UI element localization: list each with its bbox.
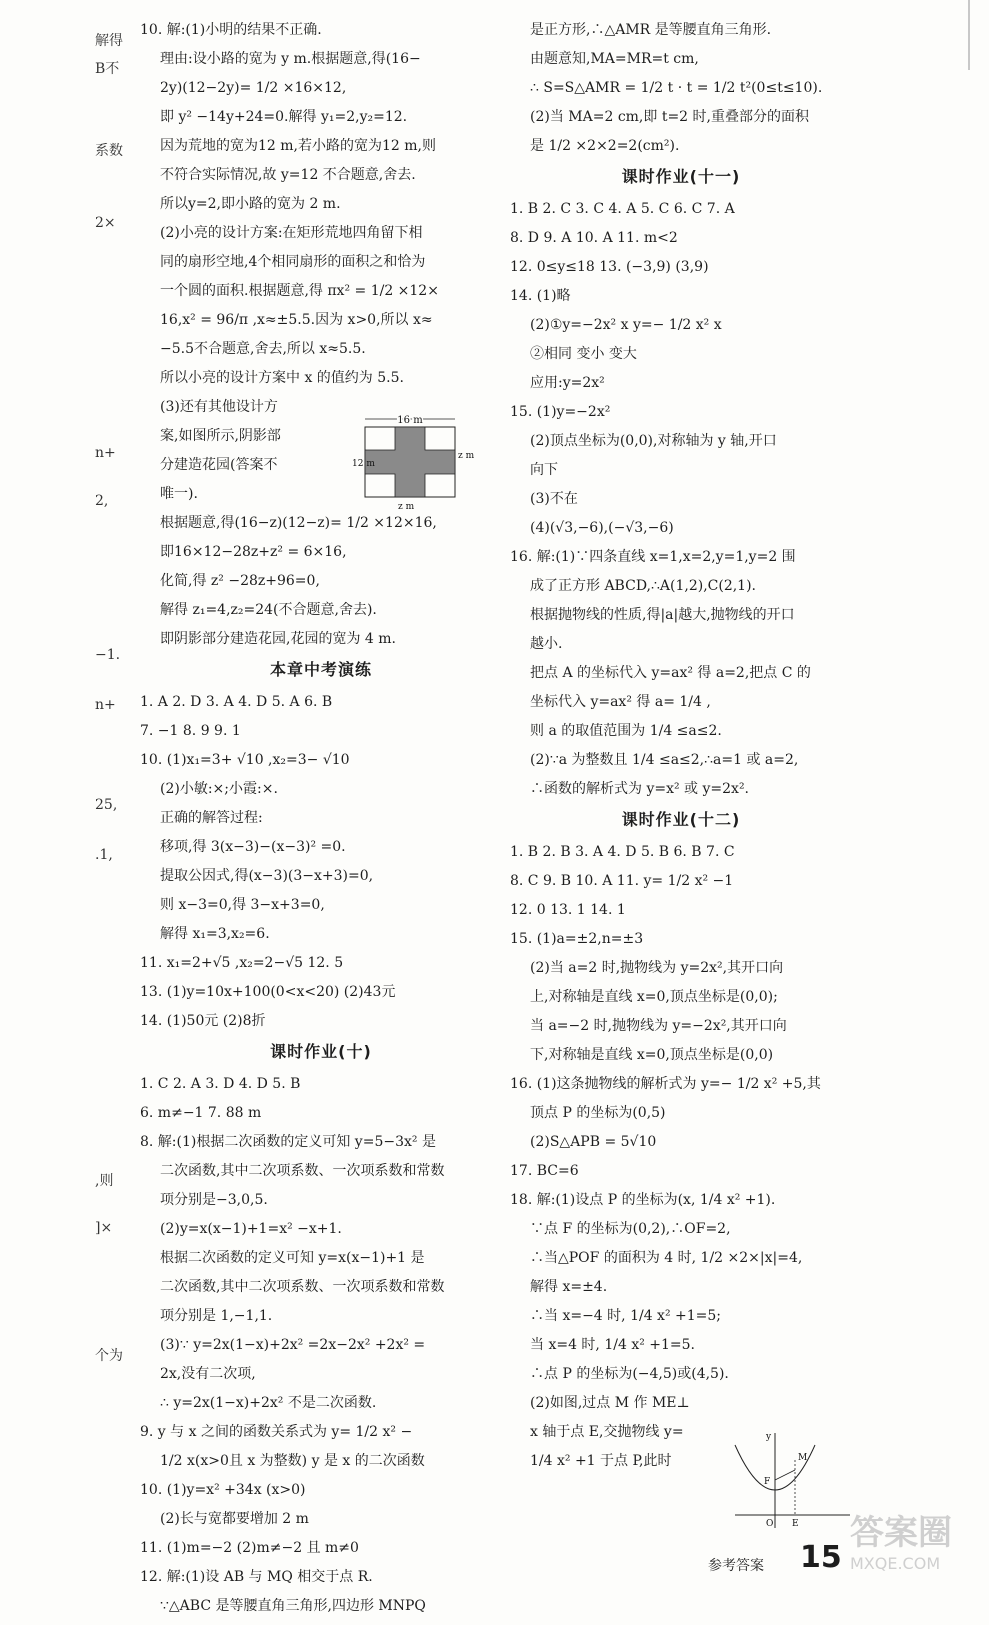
answer-line: 12. 0≤y≤18 13. (−3,9) (3,9) [510, 259, 709, 275]
section-heading: 课时作业(十) [270, 1042, 372, 1061]
footer-label: 参考答案 [708, 1558, 764, 1574]
answer-line: ∵点 F 的坐标为(0,2),∴OF=2, [530, 1221, 731, 1237]
margin-fragment: n+ [95, 697, 116, 713]
answer-line: 2y)(12−2y)= 1/2 ×16×12, [160, 80, 347, 96]
y-axis-label: y [766, 1432, 772, 1442]
margin-fragment: 个为 [95, 1348, 123, 1364]
answer-line: 2x,没有二次项, [160, 1366, 256, 1382]
answer-line: 坐标代入 y=ax² 得 a= 1/4 , [530, 694, 711, 710]
answer-line: 1. A 2. D 3. A 4. D 5. A 6. B [140, 694, 333, 710]
answer-line: 上,对称轴是直线 x=0,顶点坐标是(0,0); [530, 989, 778, 1005]
margin-fragment: 2× [95, 215, 116, 231]
answer-line: 18. 解:(1)设点 P 的坐标为(x, 1/4 x² +1). [510, 1192, 776, 1208]
cross-shaded-garden [365, 427, 455, 497]
left-dimension-label: 12 m [352, 459, 375, 469]
right-answer-column [510, 20, 852, 1480]
answer-line: 即阴影部分建造花园,花园的宽为 4 m. [160, 631, 396, 647]
answer-line: 把点 A 的坐标代入 y=ax² 得 a=2,把点 C 的 [530, 665, 811, 681]
answer-line: 则 a 的取值范围为 1/4 ≤a≤2. [530, 723, 722, 739]
answer-line: 所以y=2,即小路的宽为 2 m. [160, 196, 341, 212]
answer-line: (2)如图,过点 M 作 ME⊥ [530, 1395, 690, 1411]
answer-line: 应用:y=2x² [530, 375, 605, 391]
answer-line: 16. 解:(1)∵四条直线 x=1,x=2,y=1,y=2 围 [510, 549, 796, 565]
answer-line: 成了正方形 ABCD,∴A(1,2),C(2,1). [530, 578, 757, 594]
answer-line: 则 x−3=0,得 3−x+3=0, [160, 897, 325, 913]
answer-line: ∴ S=S△AMR = 1/2 t · t = 1/2 t²(0≤t≤10). [530, 80, 823, 96]
answer-line: 15. (1)a=±2,n=±3 [510, 931, 644, 947]
answer-line: 项分别是 1,−1,1. [160, 1308, 273, 1324]
answer-line: 10. (1)x₁=3+ √10 ,x₂=3− √10 [140, 752, 350, 768]
segment-fp [775, 1470, 795, 1480]
point-e-label: E [792, 1519, 799, 1529]
answer-line: ∴函数的解析式为 y=x² 或 y=2x². [530, 781, 750, 797]
margin-fragment: ]× [95, 1220, 113, 1236]
answer-line: 当 a=−2 时,抛物线为 y=−2x²,其开口向 [530, 1018, 787, 1034]
answer-line: 下,对称轴是直线 x=0,顶点坐标是(0,0) [530, 1047, 774, 1063]
margin-fragment: 25, [95, 797, 118, 813]
answer-line: 1. C 2. A 3. D 4. D 5. B [140, 1076, 301, 1092]
page-number: 15 [800, 1540, 842, 1575]
answer-line: ∵△ABC 是等腰直角三角形,四边形 MNPQ [160, 1598, 426, 1614]
answer-line: 14. (1)略 [510, 288, 571, 304]
answer-line: 是正方形,∴△AMR 是等腰直角三角形. [530, 22, 772, 38]
answer-line: 理由:设小路的宽为 y m.根据题意,得(16− [160, 51, 421, 67]
margin-fragment: 2, [95, 493, 109, 509]
margin-fragment: −1. [95, 647, 121, 663]
section-heading: 本章中考演练 [269, 660, 372, 679]
answer-line: (2)顶点坐标为(0,0),对称轴为 y 轴,开口 [530, 433, 777, 449]
answer-line: (2)小敏:×;小霞:×. [160, 781, 278, 797]
margin-fragment: B不 [95, 61, 120, 77]
answer-line: 当 x=4 时, 1/4 x² +1=5. [530, 1337, 695, 1353]
answer-line: 同的扇形空地,4个相同扇形的面积之和恰为 [160, 254, 426, 270]
answer-line: (3)∵ y=2x(1−x)+2x² =2x−2x² +2x² = [160, 1337, 426, 1353]
answer-line: 二次函数,其中二次项系数、一次项系数和常数 [160, 1163, 445, 1179]
answer-line: (4)(√3,−6),(−√3,−6) [530, 520, 674, 536]
answer-line: 16. (1)这条抛物线的解析式为 y=− 1/2 x² +5,其 [510, 1076, 821, 1092]
answer-line: 解得 x=±4. [530, 1279, 608, 1295]
answer-line: 16,x² = 96/π ,x≈±5.5.因为 x>0,所以 x≈ [160, 312, 433, 328]
answer-line: 13. (1)y=10x+100(0<x<20) (2)43元 [140, 984, 396, 1000]
answer-line: 1/4 x² +1 于点 P,此时 [530, 1453, 672, 1469]
answer-line: 正确的解答过程: [160, 810, 263, 826]
answer-line: 15. (1)y=−2x² [510, 404, 611, 420]
answer-line: 10. 解:(1)小明的结果不正确. [140, 22, 322, 38]
answer-line: 即16×12−28z+z² = 6×16, [160, 544, 347, 560]
page-edge-line [968, 0, 970, 70]
left-answer-column [140, 20, 502, 1625]
watermark [850, 1505, 952, 1573]
answer-line: 分建造花园(答案不 [160, 457, 278, 473]
answer-line: 因为荒地的宽为12 m,若小路的宽为12 m,则 [160, 138, 436, 154]
answer-line: ∴ y=2x(1−x)+2x² 不是二次函数. [160, 1395, 377, 1411]
answer-line: 提取公因式,得(x−3)(3−x+3)=0, [160, 868, 374, 884]
answer-line: ②相同 变小 变大 [530, 346, 637, 362]
margin-fragment: n+ [95, 445, 116, 461]
answer-line: 一个圆的面积.根据题意,得 πx² = 1/2 ×12× [160, 283, 439, 299]
answer-line: (2)当 a=2 时,抛物线为 y=2x²,其开口向 [530, 960, 784, 976]
answer-line: 不符合实际情况,故 y=12 不合题意,舍去. [160, 167, 416, 183]
right-dimension-label: z m [458, 451, 475, 461]
answer-line: 1. B 2. C 3. C 4. A 5. C 6. C 7. A [510, 201, 735, 217]
answer-line: 解得 z₁=4,z₂=24(不合题意,舍去). [160, 602, 377, 618]
answer-line: 是 1/2 ×2×2=2(cm²). [530, 138, 680, 154]
answer-line: 解得 x₁=3,x₂=6. [160, 926, 270, 942]
answer-line: 14. (1)50元 (2)8折 [140, 1013, 266, 1029]
answer-line: 10. (1)y=x² +34x (x>0) [140, 1482, 306, 1498]
answer-line: 案,如图所示,阴影部 [160, 428, 281, 444]
answer-line: 11. (1)m=−2 (2)m≠−2 且 m≠0 [140, 1540, 359, 1556]
answer-line: 1. B 2. B 3. A 4. D 5. B 6. B 7. C [510, 844, 735, 860]
margin-fragment: 解得 [95, 33, 123, 49]
answer-line: 6. m≠−1 7. 88 m [140, 1105, 262, 1121]
top-dimension-label: 16 m [397, 415, 423, 426]
section-heading: 课时作业(十一) [621, 167, 741, 186]
answer-line: 根据抛物线的性质,得|a|越大,抛物线的开口 [530, 607, 795, 623]
answer-line: 越小. [530, 636, 563, 652]
answer-line: 1/2 x(x>0且 x 为整数) y 是 x 的二次函数 [160, 1453, 425, 1469]
answer-line: x 轴于点 E,交抛物线 y= [530, 1424, 684, 1440]
answer-line: 二次函数,其中二次项系数、一次项系数和常数 [160, 1279, 445, 1295]
answer-line: ∴点 P 的坐标为(−4,5)或(4,5). [530, 1366, 729, 1382]
answer-line: 根据二次函数的定义可知 y=x(x−1)+1 是 [160, 1250, 425, 1266]
answer-line: (2)y=x(x−1)+1=x² −x+1. [160, 1221, 342, 1237]
answer-line: 11. x₁=2+√5 ,x₂=2−√5 12. 5 [140, 955, 344, 971]
answer-line: 12. 解:(1)设 AB 与 MQ 相交于点 R. [140, 1569, 373, 1585]
left-margin-fragments [0, 0, 130, 1600]
margin-fragment: .1, [95, 847, 113, 863]
answer-line: 8. 解:(1)根据二次函数的定义可知 y=5−3x² 是 [140, 1134, 436, 1150]
answer-line: (2)①y=−2x² x y=− 1/2 x² x [530, 317, 722, 333]
answer-line: 17. BC=6 [510, 1163, 579, 1179]
parabola-figure [730, 1430, 855, 1530]
answer-line: ∴当 x=−4 时, 1/4 x² +1=5; [530, 1308, 721, 1324]
margin-fragment: ,则 [95, 1173, 114, 1189]
answer-line: 由题意知,MA=MR=t cm, [530, 51, 699, 67]
answer-line: (2)∵a 为整数且 1/4 ≤a≤2,∴a=1 或 a=2, [530, 752, 799, 768]
answer-line: 8. C 9. B 10. A 11. y= 1/2 x² −1 [510, 873, 734, 889]
point-f-label: F [764, 1477, 771, 1487]
answer-line: ∴当△POF 的面积为 4 时, 1/2 ×2×|x|=4, [530, 1250, 803, 1266]
answer-line: 移项,得 3(x−3)−(x−3)² =0. [160, 839, 346, 855]
answer-line: 12. 0 13. 1 14. 1 [510, 902, 626, 918]
answer-line: (2)小亮的设计方案:在矩形荒地四角留下相 [160, 225, 423, 241]
margin-fragment: 系数 [95, 143, 123, 159]
answer-line: 顶点 P 的坐标为(0,5) [530, 1105, 666, 1121]
point-m-label: M [798, 1453, 808, 1463]
bottom-dimension-label: z m [398, 502, 415, 512]
section-heading: 课时作业(十二) [621, 810, 741, 829]
watermark-logo-text: 答案圈 [850, 1513, 952, 1553]
answer-line: 所以小亮的设计方案中 x 的值约为 5.5. [160, 370, 404, 386]
answer-line: 唯一). [160, 486, 198, 502]
answer-line: 项分别是−3,0,5. [160, 1192, 268, 1208]
answer-line: 根据题意,得(16−z)(12−z)= 1/2 ×12×16, [160, 515, 437, 531]
answer-line: (3)还有其他设计方 [160, 399, 278, 415]
answer-line: 向下 [530, 462, 558, 478]
answer-line: 7. −1 8. 9 9. 1 [140, 723, 241, 739]
answer-line: (2)长与宽都要增加 2 m [160, 1511, 309, 1527]
answer-line: (2)S△APB = 5√10 [530, 1134, 657, 1150]
origin-label: O [766, 1519, 774, 1529]
answer-line: 8. D 9. A 10. A 11. m<2 [510, 230, 678, 246]
answer-line: 9. y 与 x 之间的函数关系式为 y= 1/2 x² − [140, 1424, 413, 1440]
answer-line: (3)不在 [530, 491, 578, 507]
cross-garden-figure [350, 412, 475, 512]
answer-line: 化简,得 z² −28z+96=0, [160, 573, 320, 589]
answer-line: (2)当 MA=2 cm,即 t=2 时,重叠部分的面积 [530, 109, 809, 125]
answer-line: 即 y² −14y+24=0.解得 y₁=2,y₂=12. [160, 109, 408, 125]
watermark-url: MXQE.COM [850, 1554, 941, 1573]
answer-line: −5.5不合题意,舍去,所以 x≈5.5. [160, 341, 366, 357]
